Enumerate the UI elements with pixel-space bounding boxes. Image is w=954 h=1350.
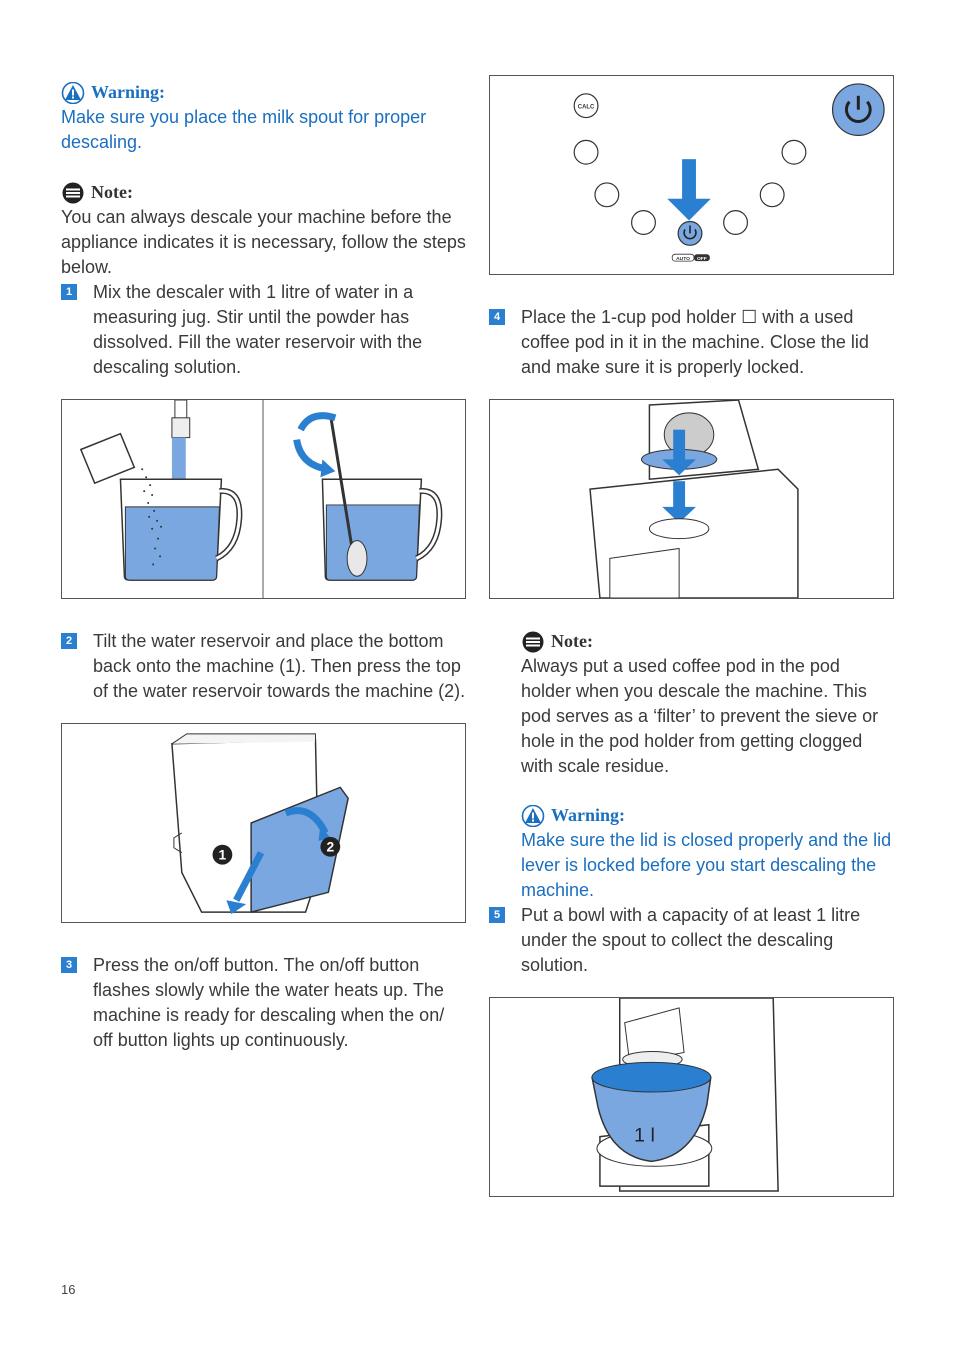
auto-label: AUTO (676, 257, 691, 263)
step-4 (489, 305, 894, 380)
step-2 (61, 629, 471, 704)
note-icon (521, 631, 545, 653)
pod-holder-illustration (490, 400, 893, 598)
step-number: 5 (489, 907, 505, 923)
note-title: Note: (551, 631, 593, 651)
figure-reservoir (61, 723, 466, 923)
warning-icon (61, 82, 85, 104)
warning-text: Make sure you place the milk spout for proper descaling. (61, 107, 427, 152)
note-block-1 (61, 180, 466, 280)
warning-title: Warning: (551, 805, 626, 825)
warning-block-1 (61, 80, 461, 155)
figure-bowl (489, 997, 894, 1197)
step-number: 2 (61, 633, 77, 649)
control-panel-illustration (490, 76, 893, 274)
step-number: 1 (61, 284, 77, 300)
step-text: Put a bowl with a capacity of at least 1 litre under the spout to collect the descaling solution. (521, 905, 861, 975)
note-icon (61, 182, 85, 204)
note-text: Always put a used coffee pod in the pod holder when you descale the machine. This pod serves as a ‘filter’ to prevent the sieve or hole in the pod holder from getting clogged with scale residue. (521, 656, 879, 776)
bowl-illustration (490, 998, 893, 1196)
figure-mix-descaler (61, 399, 466, 599)
warning-title: Warning: (91, 82, 166, 102)
step-number: 3 (61, 957, 77, 973)
figure-control-panel (489, 75, 894, 275)
warning-block-2 (521, 803, 894, 903)
note-title: Note: (91, 182, 133, 202)
note-block-2 (521, 629, 894, 779)
note-heading (521, 629, 894, 654)
figure-pod-holder (489, 399, 894, 599)
reservoir-illustration (62, 724, 465, 922)
step-3 (61, 953, 466, 1053)
off-label: OFF (696, 257, 707, 263)
warning-icon (521, 805, 545, 827)
warning-heading (521, 803, 894, 828)
warning-heading (61, 80, 461, 105)
page-number: 16 (61, 1282, 76, 1297)
note-text: You can always descale your machine before the appliance indicates it is necessary, follow the steps below. (61, 207, 466, 277)
step-number: 4 (489, 309, 505, 325)
step-1 (61, 280, 466, 380)
step-text: Mix the descaler with 1 litre of water in a measuring jug. Stir until the powder has dissolved. Fill the water reservoir with the descaling solution. (93, 282, 423, 377)
step-text: Press the on/off button. The on/off button flashes slowly while the water heats up. The machine is ready for descaling when the on/ off button lights up continuously. (93, 955, 445, 1050)
calc-label: CALC (577, 104, 595, 111)
bowl-capacity-label: 1 l (634, 1124, 655, 1147)
label-two: 2 (326, 838, 335, 855)
mix-descaler-illustration (62, 400, 465, 598)
note-heading (61, 180, 466, 205)
label-one: 1 (218, 846, 227, 863)
step-5 (489, 903, 894, 978)
step-text: Place the 1-cup pod holder ☐ with a used coffee pod in it in the machine. Close the lid and make sure it is properly locked. (521, 307, 869, 377)
step-text: Tilt the water reservoir and place the bottom back onto the machine (1). Then press the top of the water reservoir towards the machine (2). (93, 631, 466, 701)
warning-text: Make sure the lid is closed properly and the lid lever is locked before you start descaling the machine. (521, 830, 892, 900)
